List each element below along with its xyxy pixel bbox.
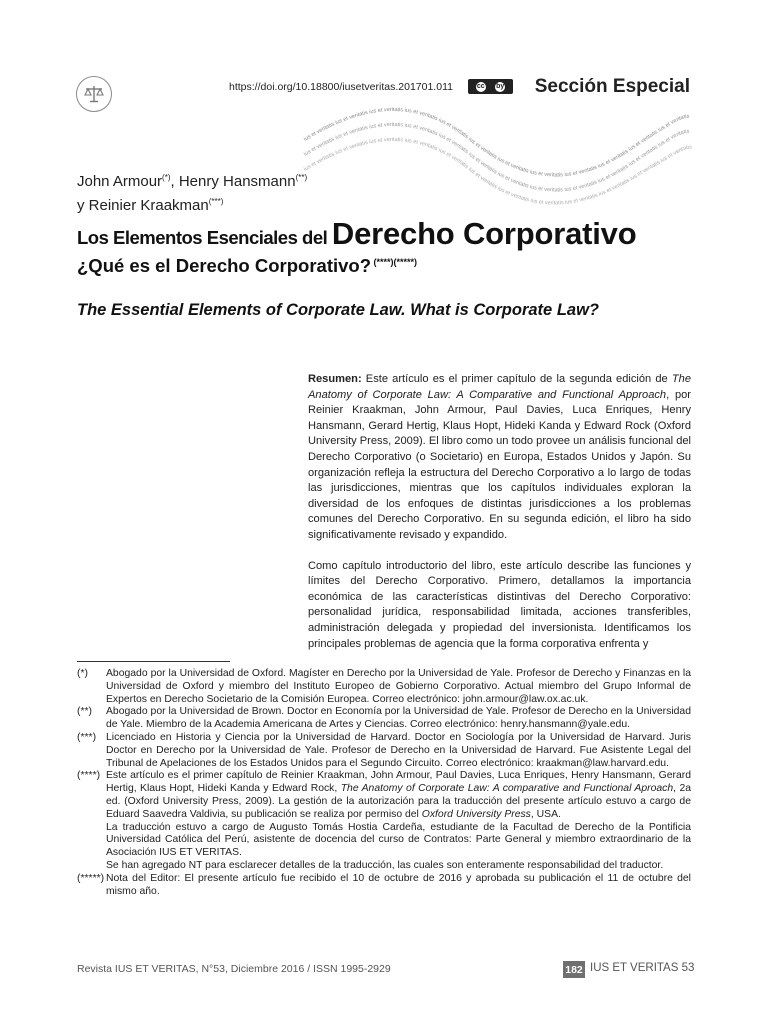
article-subtitle — [77, 255, 417, 277]
footnote-divider — [77, 661, 230, 662]
footnote-text: Abogado por la Universidad de Brown. Doctor en Economía por la Universidad de Yale. Profesor de Derecho en la Universidad de Yale. Miembro de la Academia Americana de Artes y Ciencias. Correo electrónico: henry.hansmann@yale.edu. — [106, 706, 691, 731]
footnote-text: Licenciado en Historia y Ciencia por la Universidad de Harvard. Doctor en Sociología por la Universidad de Harvard. Juris Doctor en Derecho por la Universidad de Yale. Profesor de Derecho en la Universidad de Harvard. Fue Asistente Legal del Tribunal de Apelaciones de los Estados Unidos para el Segundo Circuito. Correo electrónico: kraakman@law.harvard.edu. — [106, 731, 691, 769]
footnote-marker: (***) — [77, 731, 97, 743]
english-title: The Essential Elements of Corporate Law. What is Corporate Law? — [77, 301, 599, 319]
book-title: The Anatomy of Corporate Law: A Comparative and Functional Approach — [308, 373, 691, 401]
by-icon: by — [496, 83, 505, 90]
wave-text-2: ius et veritatis ius et veritatis ius et veritatis ius et veritatis ius et veritatis ius et veritatis ius et veritatis ius et veritatis ius et veritatis ius et veritatis ius et veritatis ius et veritatis — [302, 121, 690, 194]
decorative-wave-text — [300, 96, 700, 206]
footnote-marker: (****) — [77, 770, 101, 782]
footnote-4 — [77, 770, 691, 872]
authors-line-2 — [77, 192, 307, 216]
book-title: The Anatomy of Corporate Law: A comparative and Functional Aproach — [340, 783, 674, 795]
abstract-label: Resumen: — [308, 373, 362, 385]
wave-text-3: ius et veritatis ius et veritatis ius et veritatis ius et veritatis ius et veritatis ius et veritatis ius et veritatis ius et veritatis ius et veritatis ius et veritatis ius et veritatis ius et veritatis — [302, 136, 692, 206]
cc-license-badge[interactable] — [468, 79, 513, 94]
footnote-text — [106, 770, 691, 872]
journal-citation: Revista IUS ET VERITAS, N°53, Diciembre 2016 / ISSN 1995-2929 — [77, 963, 391, 975]
title-main: Derecho Corporativo — [331, 216, 637, 251]
article-title — [77, 216, 636, 252]
abstract — [308, 372, 691, 652]
title-prefix: Los Elementos Esenciales del — [77, 227, 332, 248]
footnote-text: Nota del Editor: El presente artículo fue recibido el 10 de octubre de 2016 y aprobada su publicación el 11 de octubre del mismo año. — [106, 872, 691, 897]
footnote-2 — [77, 706, 691, 732]
footnote-paragraph: La traducción estuvo a cargo de Augusto Tomás Hostia Cardeña, estudiante de la Facultad de Derecho de la Pontificia Universidad Católica del Perú, asistente de docencia del curso de Contratos: Parte General y miembro extraordinario de la Asociación IUS ET VERITAS. — [106, 821, 691, 859]
footnote-span: Este artículo es el primer capítulo de Reinier Kraakman, John Armour, Paul Davies, Luca Enriques, Henry Hansmann, Gerard Hertig, Klaus Hopt, Hideki Kanda y Edward Rock, — [106, 770, 691, 795]
journal-issue: IUS ET VERITAS 53 — [590, 962, 695, 974]
footnote-marker: (*****) — [77, 872, 105, 884]
footnote-text: Abogado por la Universidad de Oxford. Magíster en Derecho por la Universidad de Yale. Profesor de Derecho y Finanzas en la Universidad de Oxford y miembro del Instituto Europeo de Gobierno Corporativo. Actual miembro del Grupo Informal de Expertos en Derecho Societario de la Comisión Europea. Correo electrónico: john.armour@law.ox.ac.uk. — [106, 668, 691, 705]
abstract-text: , por Reinier Kraakman, John Armour, Paul Davies, Luca Enriques, Henry Hansmann, Gerard Hertig, Klaus Hopt, Hideki Kanda y Edward Rock (Oxford University Press, 2009). El libro como un todo provee un análisis funcional del Derecho Corporativo (o Societario) en Europa, Estados Unidos y Japón. Su organización refleja la estructura del Derecho Corporativo a lo largo de todas las jurisdicciones, mientras que los capítulos individuales exploran la diversidad de los enfoques de distintas jurisdicciones a los problemas comunes del Derecho Corporativo. En su segunda edición, el libro ha sido significativamente revisado y expandido. — [308, 388, 691, 541]
doi-link[interactable]: https://doi.org/10.18800/iusetveritas.201701.011 — [229, 81, 453, 93]
footnote-mark: (**) — [295, 173, 308, 182]
scales-icon — [82, 82, 106, 106]
footnote-marker: (**) — [77, 706, 93, 718]
footnote-span: , 2a ed. (Oxford University Press, 2009). La gestión de la autorización para la traducción del presente artículo estuvo a cargo de Eduard Saavedra Valdivia, su publicación se realiza por permiso del — [106, 783, 692, 820]
authors-line-1 — [77, 168, 307, 192]
footnote-mark: (***) — [208, 197, 224, 206]
authors — [77, 168, 307, 216]
footnote-mark: (****)(*****) — [371, 256, 418, 267]
footnote-1 — [77, 668, 691, 706]
footnote-paragraph — [106, 770, 691, 821]
abstract-paragraph — [308, 372, 691, 544]
footnote-marker: (*) — [77, 668, 88, 679]
footnote-mark: (*) — [162, 173, 171, 182]
abstract-paragraph: Como capítulo introductorio del libro, este artículo describe las funciones y límites del Derecho Corporativo. Primero, detallamos la importancia económica de las características distintivas del Derecho Corporativo: personalidad jurídica, responsabilidad limitada, acciones transferibles, administración delegada y propiedad del inversionista. Identificamos los principales problemas de agencia que la forma corporativa enfrenta y — [308, 559, 691, 650]
author-kraakman: y Reinier Kraakman — [77, 197, 209, 214]
author-armour: John Armour — [77, 173, 163, 190]
page-number: 182 — [563, 961, 585, 978]
footnote-paragraph: Se han agregado NT para esclarecer detalles de la traducción, las cuales son enteramente responsabilidad del traductor. — [106, 859, 664, 871]
publisher-name: Oxford University Press — [421, 808, 531, 820]
subtitle-text: ¿Qué es el Derecho Corporativo? — [77, 255, 372, 276]
cc-icon: cc — [476, 83, 485, 90]
footnote-5 — [77, 873, 691, 899]
abstract-text: Este artículo es el primer capítulo de la segunda edición de — [361, 373, 672, 385]
wave-text-1: ius et veritatis ius et veritatis ius et veritatis ius et veritatis ius et veritatis ius et veritatis ius et veritatis ius et veritatis ius et veritatis ius et veritatis ius et veritatis ius et veritatis — [302, 106, 690, 179]
journal-logo — [76, 76, 112, 112]
footnote-3 — [77, 732, 691, 770]
footnotes — [77, 668, 691, 898]
section-label: Sección Especial — [534, 76, 690, 97]
author-hansmann: , Henry Hansmann — [170, 173, 296, 190]
footnote-span: , USA. — [530, 808, 561, 820]
